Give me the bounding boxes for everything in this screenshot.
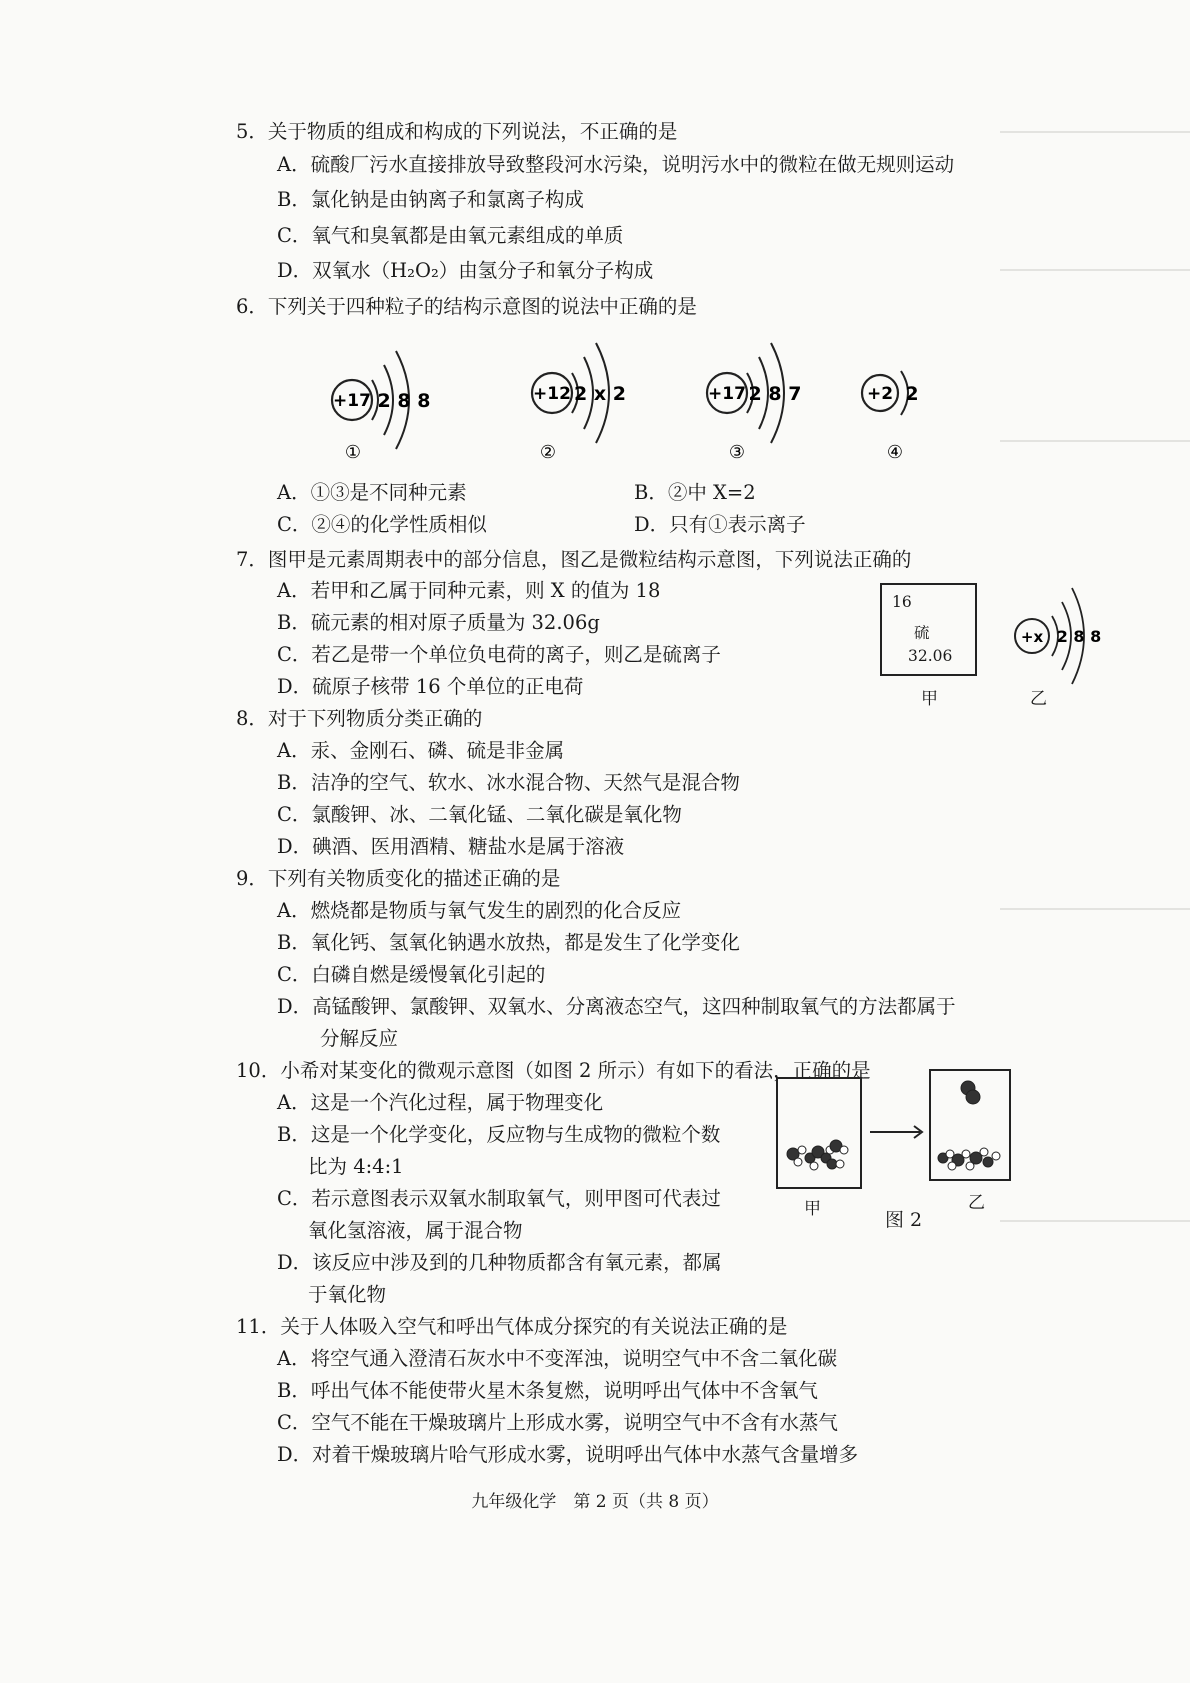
atomic-number: 16 [892,593,912,611]
q6-d4-shells: 2 [905,383,919,405]
q6-d3-shells: 2 8 7 [748,383,802,405]
q8-option-c: C．氯酸钾、冰、二氧化锰、二氧化碳是氧化物 [277,803,682,826]
fig-yi-label: 乙 [1030,689,1047,709]
fig2-right-label: 乙 [968,1193,985,1213]
atomic-mass: 32.06 [908,647,953,665]
q11-option-b: B．呼出气体不能使带火星木条复燃，说明呼出气体中不含氧气 [277,1379,818,1402]
q10-option-c-line1: C．若示意图表示双氧水制取氧气，则甲图可代表过 [277,1187,721,1210]
q6-d4-label: ④ [886,442,904,463]
q10-option-b-line1: B．这是一个化学变化，反应物与生成物的微粒个数 [277,1123,721,1146]
q6-diagram-1 [320,335,440,465]
q7-option-d: D．硫原子核带 16 个单位的正电荷 [277,675,584,698]
q6-diagram-4 [855,335,935,465]
q7-option-c: C．若乙是带一个单位负电荷的离子，则乙是硫离子 [277,643,721,666]
q10-option-d-line2: 于氧化物 [308,1283,387,1306]
q6-option-b: B．②中 X=2 [634,481,756,504]
q9-option-d-line1: D．高锰酸钾、氯酸钾、双氧水、分离液态空气，这四种制取氧气的方法都属于 [277,995,956,1018]
q5-option-c: C．氧气和臭氧都是由氧元素组成的单质 [277,224,624,247]
q7-option-b: B．硫元素的相对原子质量为 32.06g [277,611,600,634]
q7-atom-shells: 2 8 8 [1056,627,1102,646]
q9-option-c: C．白磷自燃是缓慢氧化引起的 [277,963,546,986]
q11-option-c: C．空气不能在干燥玻璃片上形成水雾，说明空气中不含有水蒸气 [277,1411,838,1434]
q5-option-b: B．氯化钠是由钠离子和氯离子构成 [277,188,584,211]
q10-option-d-line1: D．该反应中涉及到的几种物质都含有氧元素，都属 [277,1251,722,1274]
q9-stem: 9．下列有关物质变化的描述正确的是 [236,867,561,890]
q10-option-a: A．这是一个汽化过程，属于物理变化 [277,1091,604,1114]
element-name: 硫 [914,624,930,642]
q5-stem: 5．关于物质的组成和构成的下列说法，不正确的是 [236,120,678,143]
q11-option-d: D．对着干燥玻璃片哈气形成水雾，说明呼出气体中水蒸气含量增多 [277,1443,859,1466]
q10-stem: 10．小希对某变化的微观示意图（如图 2 所示）有如下的看法，正确的是 [236,1059,871,1082]
bleed-through-mark [1000,908,1190,910]
q11-stem: 11．关于人体吸入空气和呼出气体成分探究的有关说法正确的是 [236,1315,788,1338]
q11-option-a: A．将空气通入澄清石灰水中不变浑浊，说明空气中不含二氧化碳 [277,1347,838,1370]
bleed-through-mark [1000,131,1190,133]
q6-d2-nucleus: +12 [533,384,571,404]
q6-d3-label: ③ [728,442,746,463]
q6-d1-nucleus: +17 [333,391,371,411]
q8-option-a: A．汞、金刚石、磷、硫是非金属 [277,739,565,762]
q6-d1-label: ① [344,442,362,463]
q7-stem: 7．图甲是元素周期表中的部分信息，图乙是微粒结构示意图，下列说法正确的 [236,548,912,571]
q6-d4-nucleus: +2 [866,384,894,404]
q8-option-d: D．碘酒、医用酒精、糖盐水是属于溶液 [277,835,625,858]
q9-option-d-line2: 分解反应 [320,1027,399,1050]
q6-diagram-3 [695,335,815,465]
q6-option-c: C．②④的化学性质相似 [277,513,487,536]
q9-option-a: A．燃烧都是物质与氧气发生的剧烈的化合反应 [277,899,682,922]
q7-atom-diagram [1010,580,1120,690]
q10-option-c-line2: 氧化氢溶液，属于混合物 [308,1219,523,1242]
q8-option-b: B．洁净的空气、软水、冰水混合物、天然气是混合物 [277,771,740,794]
q6-d2-shells: 2 x 2 [574,383,626,405]
bleed-through-mark [1000,1220,1190,1222]
molecules-right [938,1081,1000,1170]
periodic-table-cell [880,583,977,676]
q5-option-a: A．硫酸厂污水直接排放导致整段河水污染，说明污水中的微粒在做无规则运动 [277,153,955,176]
q8-stem: 8．对于下列物质分类正确的 [236,707,483,730]
q10-option-b-line2: 比为 4:4:1 [308,1155,404,1178]
fig2-left-label: 甲 [804,1199,821,1219]
q7-atom-nucleus: +x [1020,628,1044,646]
bleed-through-mark [1000,440,1190,442]
q6-d1-shells: 2 8 8 [377,390,431,412]
q7-option-a: A．若甲和乙属于同种元素，则 X 的值为 18 [277,579,661,602]
q6-d2-label: ② [539,442,557,463]
bleed-through-mark [1000,269,1190,271]
q5-option-d: D．双氧水（H₂O₂）由氢分子和氧分子构成 [277,259,654,282]
fig2-caption: 图 2 [885,1209,923,1231]
page-footer: 九年级化学 第 2 页（共 8 页） [471,1492,719,1512]
q6-d3-nucleus: +17 [708,384,746,404]
q6-option-d: D．只有①表示离子 [634,513,806,536]
q6-diagram-2 [520,335,640,465]
molecules-left [787,1140,848,1170]
q6-stem: 6．下列关于四种粒子的结构示意图的说法中正确的是 [236,295,697,318]
fig-jia-label: 甲 [921,689,938,709]
q9-option-b: B．氧化钙、氢氧化钠遇水放热，都是发生了化学变化 [277,931,740,954]
q6-option-a: A．①③是不同种元素 [277,481,467,504]
